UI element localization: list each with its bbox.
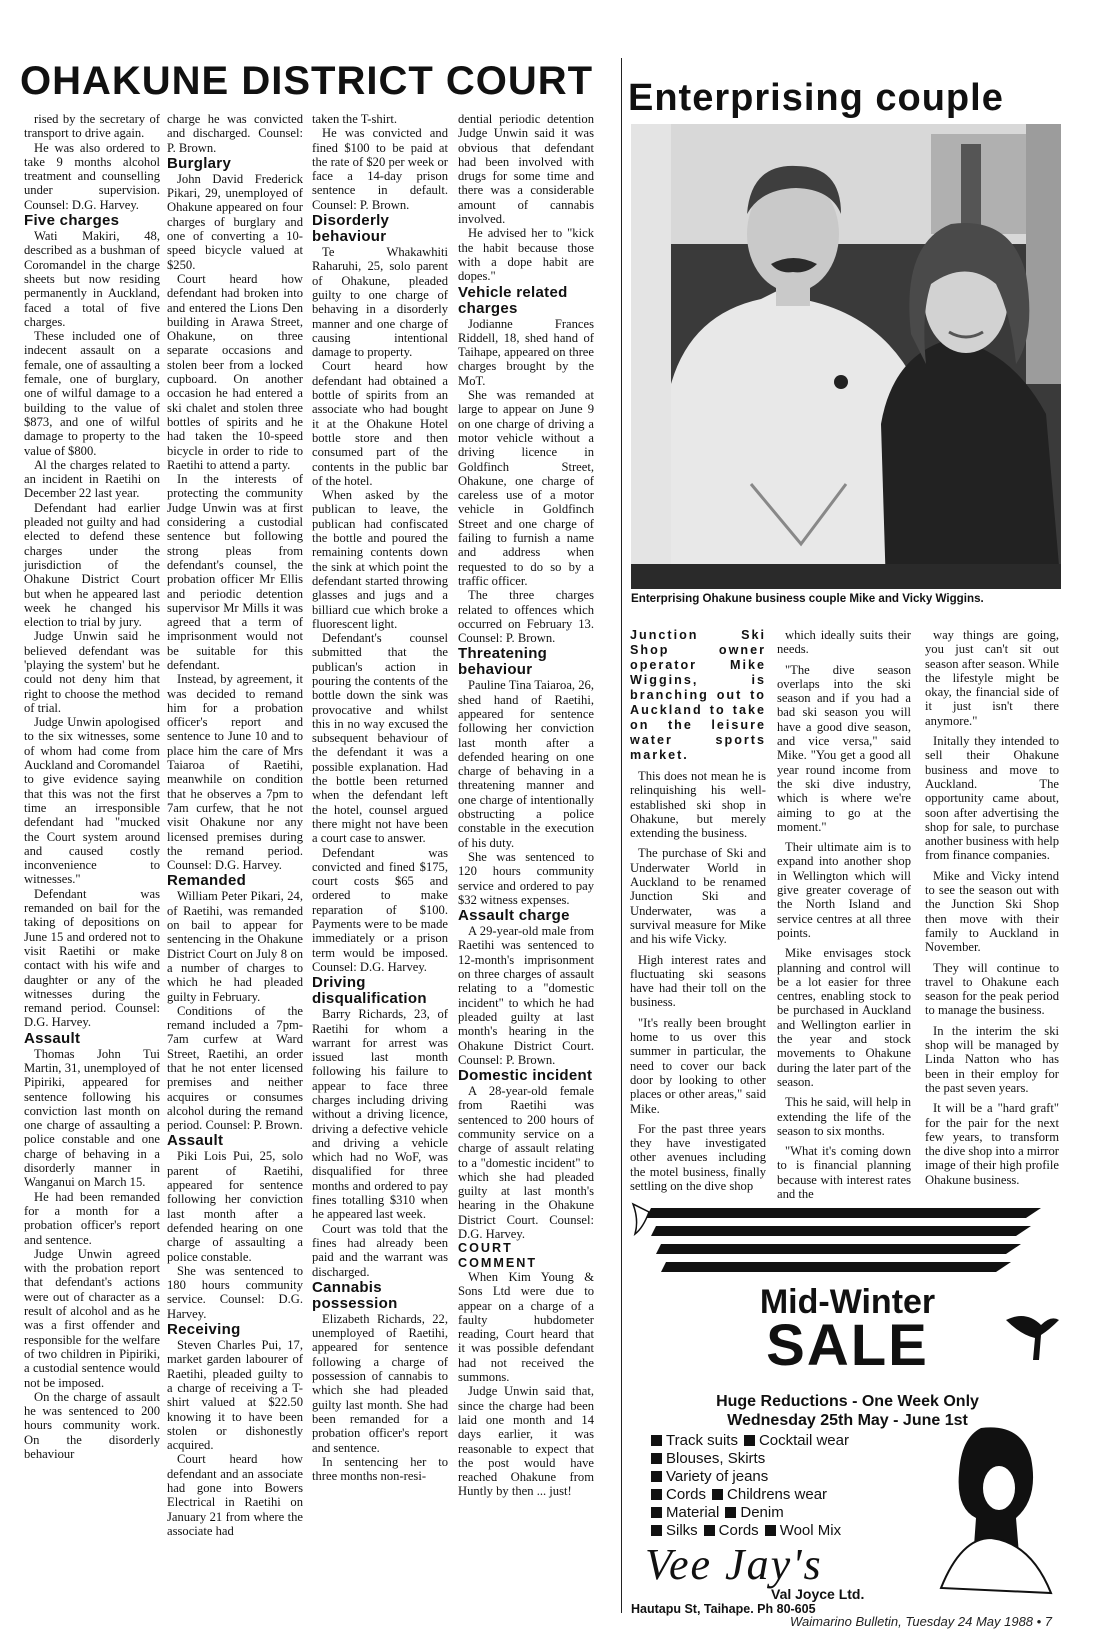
article-paragraph: charge he was convicted and discharged. Counsel: P. Brown. — [167, 112, 303, 155]
feature-paragraph: For the past three years they have investigated other avenues including the motel business, finally settling on the dive shop — [630, 1121, 766, 1194]
article-paragraph: Elizabeth Richards, 22, unemployed of Raetihi, appeared for sentence following a charge of possession of cannabis to which she had pleaded guilty last month. She had been remanded for a probation officer's report and sentence. — [312, 1311, 448, 1455]
article-paragraph: She was sentenced to 180 hours community service. Counsel: D.G. Harvey. — [167, 1263, 303, 1321]
brand-address: Hautapu St, Taihape. Ph 80-605 — [631, 1602, 816, 1616]
ad-item-label: Variety of jeans — [666, 1468, 769, 1485]
article-paragraph: Court heard how defendant had broken into and entered the Lions Den building in Arawa Street, Ohakune, on three separate occasions and stolen beer from a locked cupboard. On another occasion he had entered a ski chalet and stolen three bottles of spirits and he had taken the 10-speed bicycle in order to ride to Raetihi to attend a party. — [167, 271, 303, 472]
feature-intro: Junction Ski Shop owner operator Mike Wiggins, is branching out to Auckland to take on the leisure water sports market. — [630, 628, 766, 762]
article-paragraph: She was remanded at large to appear on June 9 on one charge of driving a motor vehicle without a driving licence in Goldfinch Street, Ohakune, one charge of careless use of a motor vehicle in Goldfinch Street and one charge of failing to furnish a name and address when requested to do so by a traffic officer. — [458, 388, 594, 588]
section-heading: Disorderly behaviour — [312, 212, 390, 246]
feature-column-1 — [630, 628, 766, 1198]
feature-paragraph: In the interim the ski shop will be managed by Linda Natton who has been in their employ for the past seven years. — [925, 1023, 1059, 1095]
section-heading: Assault — [24, 1029, 81, 1047]
ad-item-label: Denim — [740, 1504, 784, 1521]
section-heading: Vehicle related charges — [458, 283, 568, 317]
feature-paragraph: which ideally suits their needs. — [777, 628, 911, 657]
ad-item-label: Cords — [666, 1486, 707, 1503]
ad-item-label: Track suits — [666, 1432, 738, 1449]
section-heading: Assault — [167, 1132, 224, 1150]
section-heading: Domestic incident — [458, 1067, 593, 1085]
square-bullet-icon — [765, 1525, 776, 1536]
feature-paragraph: This does not mean he is relinquishing his well-established ski shop in Ohakune, but merely extending the business. — [630, 769, 766, 841]
article-paragraph: On the charge of assault he was sentenced to 200 hours community work. On the disorderly behaviour — [24, 1389, 160, 1462]
column-divider — [621, 58, 622, 1613]
ad-item-row — [651, 1522, 855, 1540]
article-paragraph: These included one of indecent assault on a female, one of assaulting a female, one of burglary, one of wilful damage to a building to the value of $873, and one of wilful damage to property to the value of $800. — [24, 329, 160, 458]
article-paragraph: A 29-year-old male from Raetihi was sentenced to 12-month's imprisonment on three charges of assault relating to a "domestic incident" to which he had pleaded guilty at last month's hearing in the Ohakune District Court. Counsel: P. Brown. — [458, 924, 594, 1067]
article-paragraph: Defendant was remanded on bail for the taking of depositions on June 15 and ordered not to visit Raetihi or make contact with his wife and daughter or any of the witnesses during the remand period. Counsel: D.G. Harvey. — [24, 886, 160, 1030]
ad-item-label: Cords — [718, 1522, 759, 1539]
section-heading: Receiving — [167, 1321, 241, 1339]
section-heading: Remanded — [167, 872, 247, 890]
feature-paragraph: The purchase of Ski and Underwater World in Auckland to be renamed Junction Ski and Underwater, was a survival measure for Mike and his wife Vicky. — [630, 846, 766, 947]
section-heading: Burglary — [167, 154, 232, 172]
ad-item-label: Silks — [666, 1522, 698, 1539]
article-paragraph: dential periodic detention Judge Unwin said it was obvious that defendant had been involved with drugs for some time and there was a considerable amount of cannabis involved. — [458, 112, 594, 227]
court-column-2 — [167, 112, 303, 1612]
section-heading: Assault charge — [458, 907, 570, 925]
brand-company: Val Joyce Ltd. — [771, 1586, 865, 1602]
court-column-4 — [458, 112, 594, 1612]
ad-item-label: Cocktail wear — [758, 1432, 849, 1449]
article-paragraph: Court heard how defendant had obtained a bottle of spirits from an associate who had bought it at the Ohakune Hotel bottle store and then consumed part of the contents in the public bar of the hotel. — [312, 359, 448, 488]
ad-item-row — [651, 1486, 855, 1504]
square-bullet-icon — [651, 1453, 662, 1464]
article-paragraph: Thomas John Tui Martin, 31, unemployed of Pipiriki, appeared for sentence following his conviction last month on one charge of assaulting a police constable and one charge of behaving in a disorderly manner in Wanganui on March 15. — [24, 1046, 160, 1190]
article-paragraph: Judge Unwin apologised to the six witnesses, some of whom had come from Auckland and Coromandel to give evidence saying that this was not the first time an irresponsible defendant had "mucked the Court system around and caused costly inconvenience to witnesses." — [24, 715, 160, 887]
article-paragraph: Al the charges related to an incident in Raetihi on December 22 last year. — [24, 457, 160, 501]
couple-photo — [631, 124, 1061, 589]
square-bullet-icon — [725, 1507, 736, 1518]
article-paragraph: He was also ordered to take 9 months alcohol treatment and counselling under supervision. Counsel: D.G. Harvey. — [24, 140, 160, 212]
square-bullet-icon — [744, 1435, 755, 1446]
feature-paragraph: They will continue to travel to Ohakune each season for the peak period to manage the business. — [925, 960, 1059, 1018]
article-paragraph: Piki Lois Pui, 25, solo parent of Raetihi, appeared for sentence following her conviction last month after a defended hearing on one charge of assaulting a police constable. — [167, 1149, 303, 1264]
article-paragraph: William Peter Pikari, 24, of Raetihi, was remanded on bail to appear for sentencing in the Ohakune District Court on July 8 on a number of charges to which he had pleaded guilty in February. — [167, 889, 303, 1004]
ad-huge-reductions: Huge Reductions - One Week Only — [716, 1393, 979, 1410]
article-paragraph: She was sentenced to 120 hours community service and ordered to pay $32 witness expenses. — [458, 849, 594, 907]
article-paragraph: In the interests of protecting the community Judge Unwin was at first considering a custodial sentence but following strong pleas from defendant's counsel, the probation officer Mr Ellis and periodic detention supervisor Mr Mills it was agreed that a term of imprisonment would not be suitable for this defendant. — [167, 472, 303, 672]
ad-item-label: Material — [666, 1504, 720, 1521]
article-paragraph: Defendant's counsel submitted that the publican's action in pouring the contents of the bottle down the sink was provocative and whilst this in no way excused the subsequent behaviour of the defendant it was a possible explanation. Had the bottle been returned when the defendant left the hotel, counsel argued there might not have been a court case to answer. — [312, 631, 448, 846]
court-column-3 — [312, 112, 448, 1612]
ad-item-row — [651, 1504, 855, 1522]
article-paragraph: Judge Unwin said that, since the charge had been laid one month and 14 days earlier, it was reasonable to expect that the post would have reached Ohakune from Huntly by then ... just! — [458, 1384, 594, 1499]
page-footer: Waimarino Bulletin, Tuesday 24 May 1988 • 7 — [790, 1614, 1053, 1629]
section-heading: Driving disqualification — [312, 974, 427, 1008]
article-paragraph: Jodianne Frances Riddell, 18, shed hand of Taihape, appeared on three charges brought by the MoT. — [458, 316, 594, 388]
feature-column-3 — [925, 628, 1059, 1198]
couple-photo-illustration — [631, 124, 1061, 589]
square-bullet-icon — [712, 1489, 723, 1500]
article-paragraph: In sentencing her to three months non-resi- — [312, 1454, 448, 1484]
article-paragraph: When Kim Young & Sons Ltd were due to appear on a charge of a faulty hubdometer reading, Court heard that it was possible defendant had not received the summons. — [458, 1269, 594, 1385]
feature-paragraph: Initally they intended to sell their Ohakune business and move to Auckland. The opportunity came about, soon after advertising the shop for sale, to purchase another business with help from finance companies. — [925, 734, 1059, 863]
article-paragraph: Instead, by agreement, it was decided to remand him for a probation officer's report and sentence to June 10 and to place him the care of Mrs Taiaroa of Raetihi, meanwhile on condition that he observes a 7pm to 7am curfew, that he not visit Ohakune nor any licensed premises during the remand period. Counsel: D.G. Harvey. — [167, 672, 303, 873]
ad-title-mid-winter: Mid-Winter — [759, 1283, 936, 1321]
article-paragraph: Defendant had earlier pleaded not guilty and had elected to defend these charges under the jurisdiction of the Ohakune District Court but when he appeared last week he changed his election to trial by jury. — [24, 500, 160, 630]
feature-paragraph: High interest rates and fluctuating ski seasons have had their toll on the business. — [630, 952, 766, 1010]
feature-paragraph: Their ultimate aim is to expand into another shop in Wellington which will give greater coverage of the North Island and service centres at all three points. — [777, 840, 911, 940]
article-paragraph: When asked by the publican to leave, the publican had confiscated the bottle and poured the remaining contents down the sink at which point the defendant started throwing glasses and jugs and a billiard cue which broke a fluorescent light. — [312, 488, 448, 631]
article-paragraph: Steven Charles Pui, 17, market garden labourer of Raetihi, pleaded guilty to a charge of receiving a T-shirt valued at $22.50 knowing it to have been stolen or dishonestly acquired. — [167, 1338, 303, 1453]
article-paragraph: Judge Unwin agreed with the probation report that defendant's actions were out of character as a result of alcohol and as he was a first offender and responsible for the welfare of two children in Pipiriki, a custodial sentence would not be imposed. — [24, 1246, 160, 1390]
feature-paragraph: "The dive season overlaps into the ski season and if you had a bad ski season you will have a good dive season, and vice versa," said Mike. "You get a good all year round income from the ski dive industry, which is where we're aiming to go at the moment." — [777, 662, 911, 834]
section-subheading: COURT COMMENT — [458, 1241, 538, 1270]
article-paragraph: Court was told that the fines had already been paid and the warrant was discharged. — [312, 1221, 448, 1279]
article-paragraph: Pauline Tina Taiaroa, 26, shed hand of Raetihi, appeared for sentence following her conviction last month after a defended hearing on one charge of behaving in a threatening manner and one charge of intentionally obstructing a police constable in the execution of his duty. — [458, 678, 594, 850]
section-heading: Cannabis possession — [312, 1278, 398, 1312]
article-paragraph: A 28-year-old female from Raetihi was sentenced to 200 hours of community service on a charge of assault relating to a "domestic incident" to which she had pleaded guilty at last month's hearing in the Ohakune District Court. Counsel: D.G. Harvey. — [458, 1084, 594, 1242]
court-headline: OHAKUNE DISTRICT COURT — [20, 59, 594, 103]
mid-winter-sale-ad — [631, 1200, 1064, 1616]
section-heading: Five charges — [24, 212, 120, 230]
article-paragraph: The three charges related to offences which occurred on February 13. Counsel: P. Brown. — [458, 588, 594, 646]
ad-item-row — [651, 1468, 855, 1486]
court-column-1 — [24, 112, 160, 1612]
feature-paragraph: "It's really been brought home to us over this summer in particular, the need to cover our back door by looking to other places or other areas," said Mike. — [630, 1015, 766, 1116]
article-paragraph: He had been remanded for a month for a probation officer's report and sentence. — [24, 1189, 160, 1247]
square-bullet-icon — [704, 1525, 715, 1536]
feature-paragraph: Mike envisages stock planning and control will be a lot easier for three centres, enabling stock to be purchased in Auckland and Wellington earlier in the year and stock movements to Ohakune during the later part of the season. — [777, 946, 911, 1089]
article-paragraph: Wati Makiri, 48, described as a bushman of Coromandel in the charge sheets but now residing permanently in Auckland, faced a total of five charges. — [24, 229, 160, 329]
ad-title-sale: SALE — [766, 1313, 929, 1378]
article-paragraph: Court heard how defendant and an associate had gone into Bowers Electrical in Raetihi on January 21 from where the associate had — [167, 1452, 303, 1538]
article-paragraph: Judge Unwin said he believed defendant was 'playing the system' but he could not deny him that right to choose the method of trial. — [24, 629, 160, 715]
woman-silhouette-illustration — [921, 1418, 1061, 1598]
ad-item-label: Childrens wear — [727, 1486, 828, 1503]
ad-item-row — [651, 1450, 855, 1468]
article-paragraph: Conditions of the remand included a 7pm-7am curfew at Ward Street, Raetihi, an order that he not enter licensed premises and neither acquires or consumes alcohol during the remand period. Counsel: P. Brown. — [167, 1003, 303, 1133]
feature-paragraph: "What it's coming down to is financial planning because with interest rates and the — [777, 1144, 911, 1201]
photo-caption: Enterprising Ohakune business couple Mike and Vicky Wiggins. — [631, 592, 984, 605]
feature-paragraph: It will be a "hard graft" for the pair for the next few years, to transform the dive shop into a mirror image of their high profile Ohakune business. — [925, 1101, 1059, 1187]
feature-paragraph: Mike and Vicky intend to see the season out with the Junction Ski Shop then move with their family to Auckland in November. — [925, 868, 1059, 955]
feature-paragraph: This he said, will help in extending the life of the season to six months. — [777, 1095, 911, 1138]
article-paragraph: Barry Richards, 23, of Raetihi for whom a warrant for arrest was issued last month following his failure to appear to face three charges including driving without a driving licence, driving a defective vehicle and driving a vehicle which had no WoF, was disqualified for three months and ordered to pay fines totalling $310 when he appeared last week. — [312, 1007, 448, 1222]
article-paragraph: rised by the secretary of transport to drive again. — [24, 112, 160, 141]
article-paragraph: Defendant was convicted and fined $175, court costs $65 and ordered to make reparation of $100. Payments were to be made immediately or a prison term would be imposed. Counsel: D.G. Harvey. — [312, 845, 448, 974]
feature-headline: Enterprising couple — [628, 77, 1004, 119]
ad-stripes-graphic — [631, 1200, 1064, 1290]
square-bullet-icon — [651, 1489, 662, 1500]
ad-item-label: Blouses, Skirts — [666, 1450, 766, 1467]
article-paragraph: He advised her to "kick the habit because those with a dope habit are dopes." — [458, 226, 594, 284]
square-bullet-icon — [651, 1507, 662, 1518]
brand-logo: Vee Jay's — [645, 1540, 823, 1589]
square-bullet-icon — [651, 1435, 662, 1446]
article-paragraph: John David Frederick Pikari, 29, unemployed of Ohakune appeared on four charges of burglary and one of converting a 10-speed bicycle valued at $250. — [167, 171, 303, 272]
feature-paragraph: way things are going, you just can't sit out season after season. While the lifestyle might be okay, the financial side of it just isn't there anymore." — [925, 628, 1059, 728]
square-bullet-icon — [651, 1471, 662, 1482]
square-bullet-icon — [651, 1525, 662, 1536]
ad-item-list — [651, 1432, 855, 1540]
ad-date-range: Wednesday 25th May - June 1st — [727, 1412, 968, 1429]
feature-column-2 — [777, 628, 911, 1201]
article-paragraph: He was convicted and fined $100 to be paid at the rate of $20 per week or face a 14-day prison sentence in default. Counsel: P. Brown. — [312, 126, 448, 212]
article-paragraph: Te Whakawhiti Raharuhi, 25, solo parent of Ohakune, pleaded guilty to one charge of behaving in a disorderly manner and one charge of causing intentional damage to property. — [312, 245, 448, 360]
article-paragraph: taken the T-shirt. — [312, 112, 397, 126]
section-heading: Threatening behaviour — [458, 645, 548, 679]
ad-item-row — [651, 1432, 855, 1450]
ad-item-label: Wool Mix — [779, 1522, 842, 1539]
